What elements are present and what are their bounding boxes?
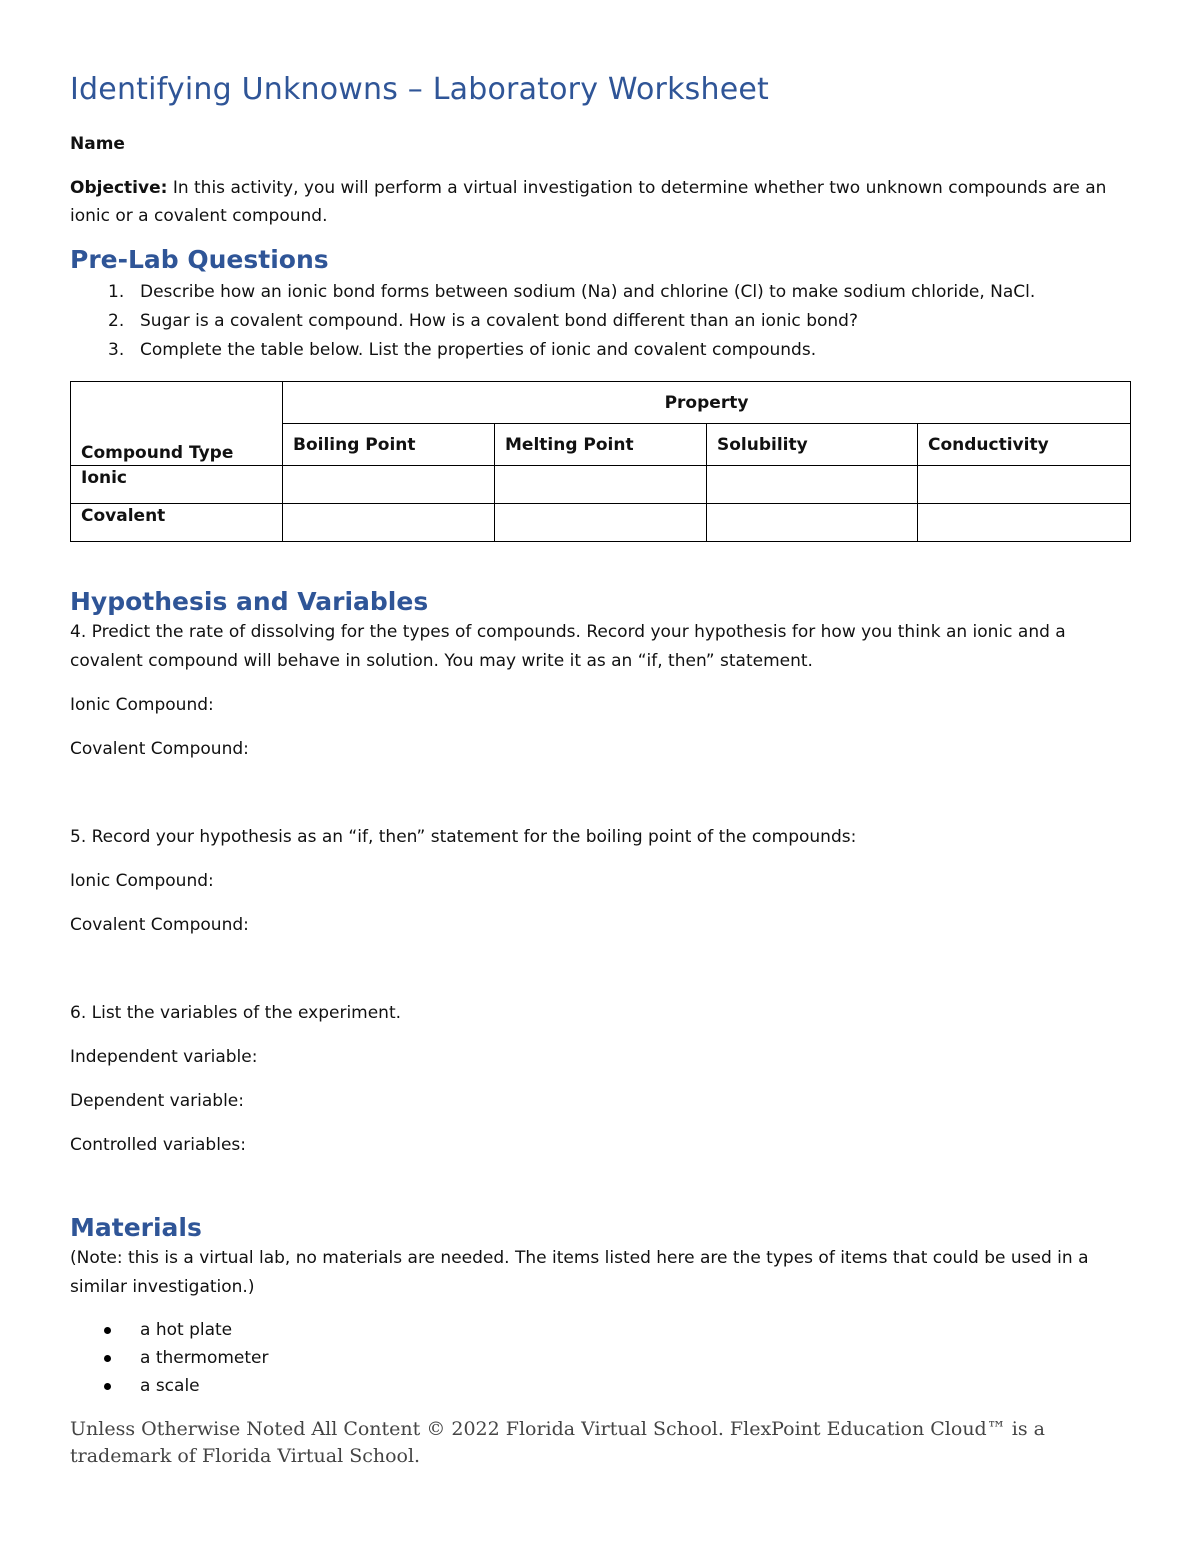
- question-text: Complete the table below. List the properties of ionic and covalent compounds.: [140, 340, 817, 360]
- question-4: 4. Predict the rate of dissolving for the types of compounds. Record your hypothesis for how you think an ionic and a covalent compound will behave in solution. You may write it as an “if, then” statement.: [70, 622, 1066, 671]
- question-number: 3.: [108, 340, 125, 360]
- question-number: 1.: [108, 282, 125, 302]
- q4-ionic-label: Ionic Compound:: [70, 695, 214, 715]
- column-header: Solubility: [707, 424, 918, 466]
- answer-cell[interactable]: [283, 504, 495, 542]
- question-6: 6. List the variables of the experiment.: [70, 1003, 402, 1023]
- page-title: Identifying Unknowns – Laboratory Worksheet: [70, 72, 769, 107]
- worksheet-page: [70, 70, 1130, 1470]
- dependent-variable-label: Dependent variable:: [70, 1091, 244, 1111]
- objective-paragraph: [70, 174, 1130, 230]
- independent-variable-label: Independent variable:: [70, 1047, 258, 1067]
- answer-cell[interactable]: [707, 466, 918, 504]
- answer-cell[interactable]: [283, 466, 495, 504]
- column-header: Boiling Point: [283, 424, 495, 466]
- bullet-icon: [104, 1355, 111, 1362]
- list-item: [70, 1372, 1130, 1400]
- prelab-heading: Pre-Lab Questions: [70, 245, 329, 274]
- column-header: Conductivity: [918, 424, 1131, 466]
- property-header: Property: [283, 382, 1131, 424]
- material-item: a thermometer: [140, 1348, 269, 1368]
- answer-cell[interactable]: [495, 466, 707, 504]
- name-label: Name: [70, 134, 125, 154]
- materials-heading: Materials: [70, 1213, 202, 1242]
- objective-label: Objective:: [70, 178, 168, 198]
- prelab-question: [70, 278, 1130, 307]
- materials-note: (Note: this is a virtual lab, no materials are needed. The items listed here are the types of items that could be used in a similar investigation.): [70, 1248, 1089, 1297]
- copyright-footer: Unless Otherwise Noted All Content © 2022 Florida Virtual School. FlexPoint Education Cloud™ is a trademark of Florida Virtual School.: [70, 1418, 1045, 1467]
- objective-text: In this activity, you will perform a virtual investigation to determine whether two unknown compounds are an ionic or a covalent compound.: [70, 178, 1107, 226]
- list-item: [70, 1316, 1130, 1344]
- question-number: 2.: [108, 311, 125, 331]
- answer-cell[interactable]: [918, 466, 1131, 504]
- q5-covalent-label: Covalent Compound:: [70, 915, 249, 935]
- question-text: Describe how an ionic bond forms between sodium (Na) and chlorine (Cl) to make sodium chloride, NaCl.: [140, 282, 1036, 302]
- prelab-question: [70, 307, 1130, 336]
- material-item: a hot plate: [140, 1320, 233, 1340]
- materials-list: [70, 1316, 1130, 1400]
- q4-covalent-label: Covalent Compound:: [70, 739, 249, 759]
- controlled-variables-label: Controlled variables:: [70, 1135, 246, 1155]
- bullet-icon: [104, 1327, 111, 1334]
- column-header: Melting Point: [495, 424, 707, 466]
- bullet-icon: [104, 1383, 111, 1390]
- row-header-covalent: Covalent: [71, 504, 283, 542]
- properties-table: [70, 381, 1131, 542]
- question-text: Sugar is a covalent compound. How is a covalent bond different than an ionic bond?: [140, 311, 858, 331]
- row-header-ionic: Ionic: [71, 466, 283, 504]
- question-5: 5. Record your hypothesis as an “if, then” statement for the boiling point of the compounds:: [70, 827, 857, 847]
- answer-cell[interactable]: [707, 504, 918, 542]
- answer-cell[interactable]: [918, 504, 1131, 542]
- answer-cell[interactable]: [495, 504, 707, 542]
- prelab-question: [70, 336, 1130, 365]
- list-item: [70, 1344, 1130, 1372]
- q5-ionic-label: Ionic Compound:: [70, 871, 214, 891]
- compound-type-header: Compound Type: [71, 382, 283, 466]
- prelab-questions: [70, 278, 1130, 365]
- material-item: a scale: [140, 1376, 200, 1396]
- hypothesis-heading: Hypothesis and Variables: [70, 587, 429, 616]
